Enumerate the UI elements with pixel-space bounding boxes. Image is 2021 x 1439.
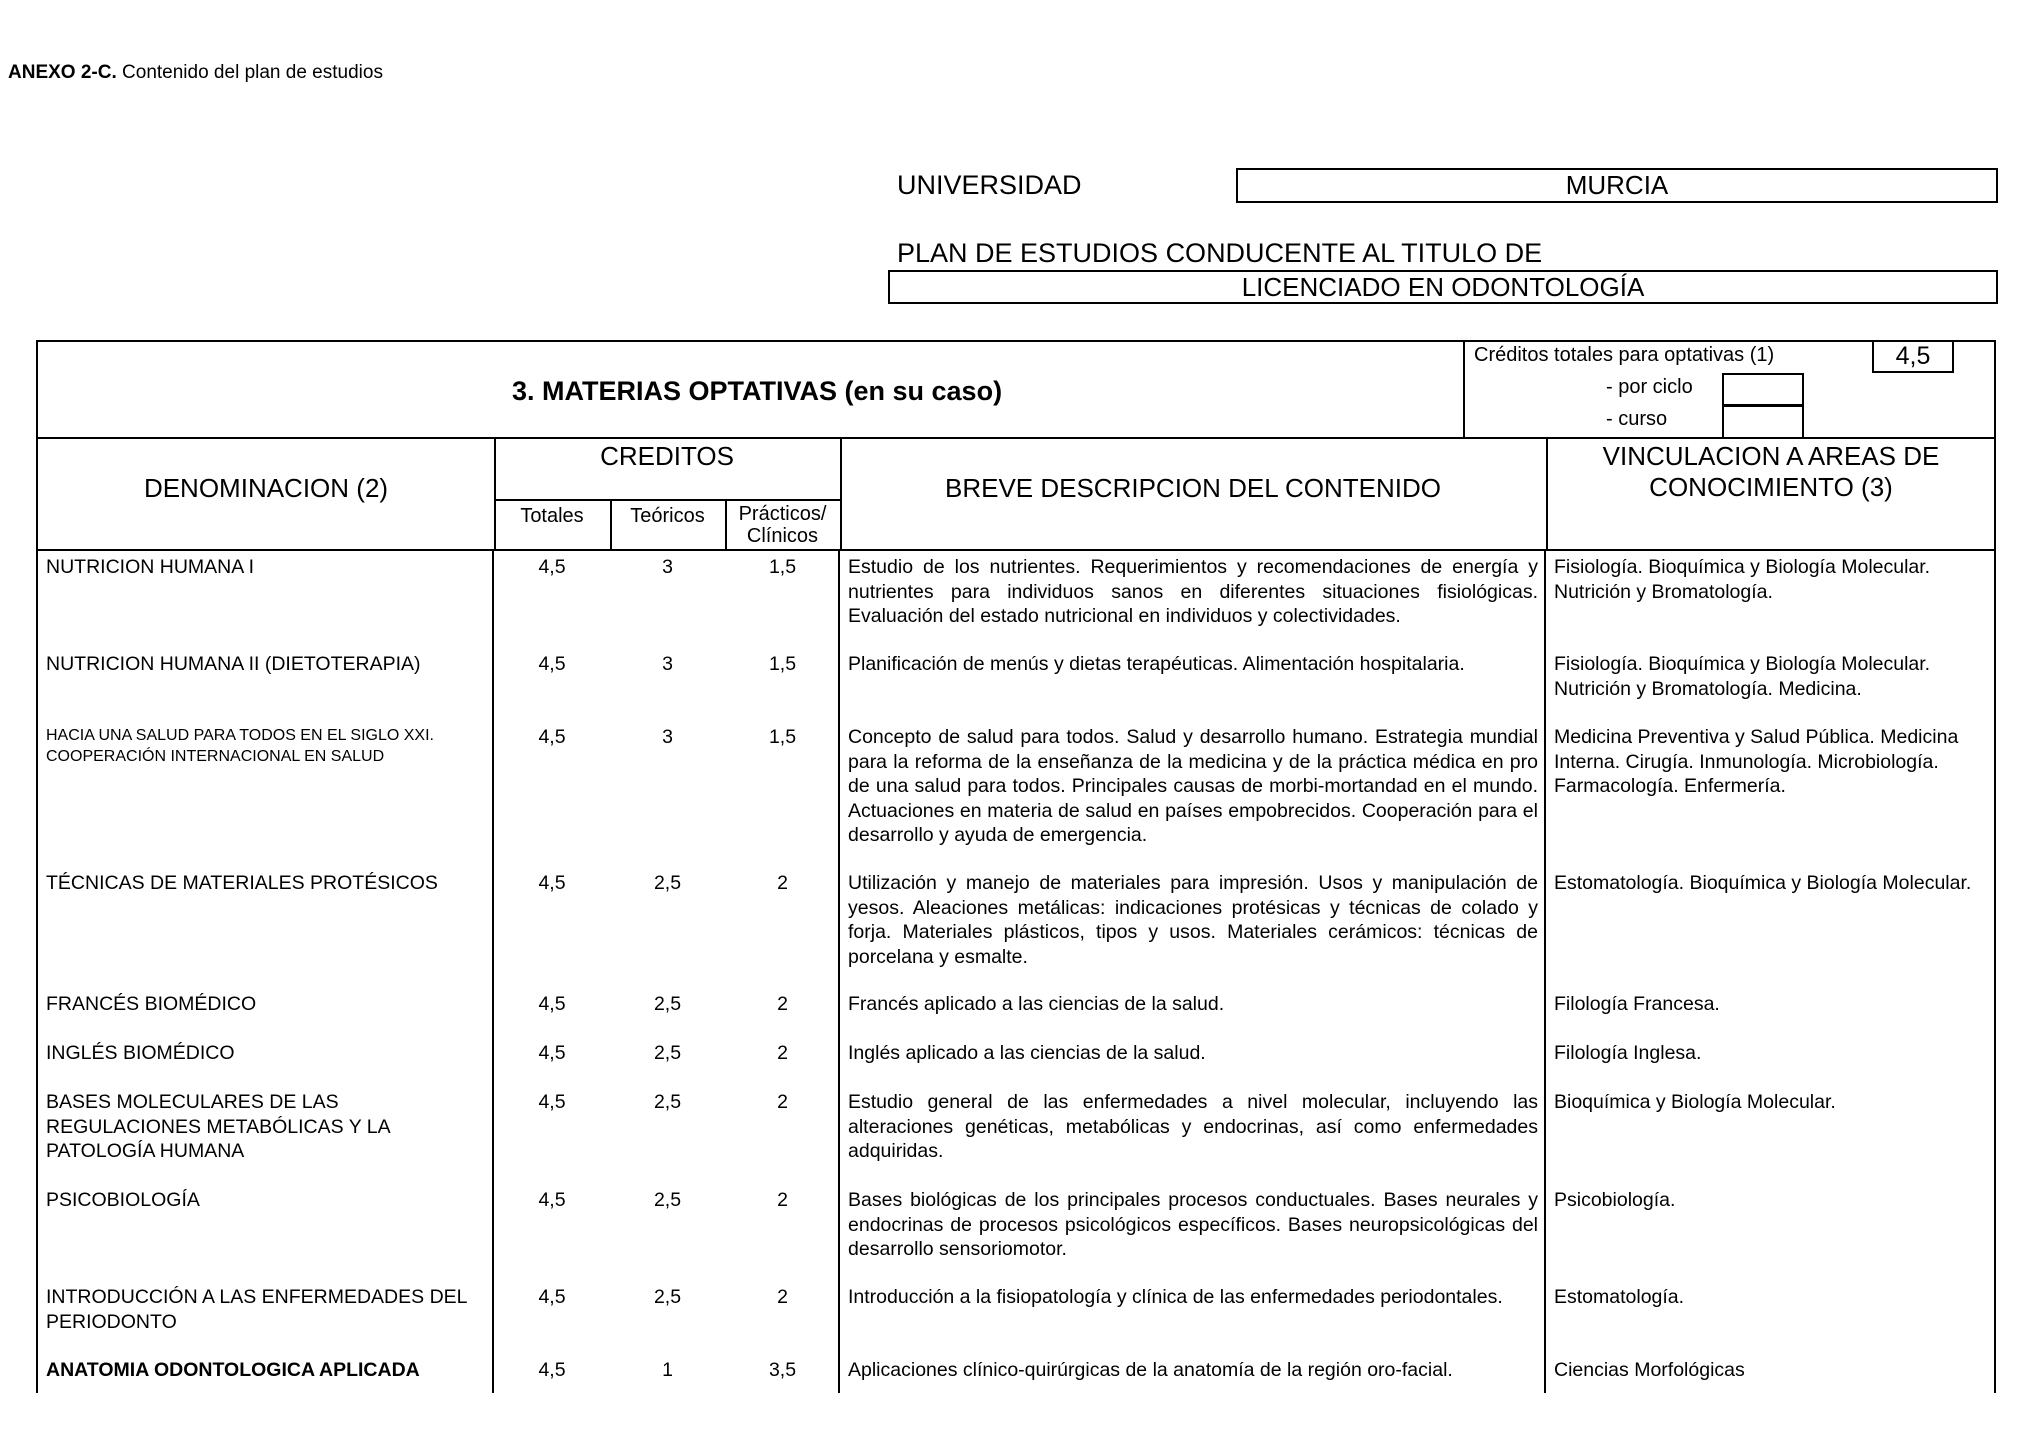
col-practicos (725, 503, 840, 547)
university-value: MURCIA (1236, 168, 1998, 203)
credits-totales: 4,5 (538, 1286, 566, 1308)
credits-practicos: 2 (777, 1286, 788, 1308)
credits-teoricos: 1 (662, 1359, 673, 1381)
credits-teoricos: 2,5 (653, 1091, 682, 1113)
knowledge-areas: Psicobiología. (1554, 1189, 1676, 1211)
knowledge-areas: Estomatología. Bioquímica y Biología Molecular. (1554, 872, 1972, 894)
subject-description: Planificación de menús y dietas terapéuticas. Alimentación hospitalaria. (848, 653, 1465, 675)
knowledge-areas: Medicina Preventiva y Salud Pública. Medicina Interna. Cirugía. Inmunología. Microbiología. Farmacología. Enfermería. (1554, 726, 1959, 797)
subject-name: NUTRICION HUMANA I (46, 556, 255, 578)
credits-teoricos: 2,5 (653, 1042, 682, 1064)
col-vinculacion-line2: CONOCIMIENTO (3) (1649, 472, 1893, 502)
credits-practicos: 2 (777, 1189, 788, 1211)
subject-name: TÉCNICAS DE MATERIALES PROTÉSICOS (46, 872, 438, 894)
header-divider (1463, 342, 1465, 439)
credits-totales: 4,5 (538, 993, 566, 1015)
curso-box (1722, 405, 1804, 439)
credits-practicos: 2 (777, 993, 788, 1015)
subject-name: HACIA UNA SALUD PARA TODOS EN EL SIGLO XXI. COOPERACIÓN INTERNACIONAL EN SALUD (46, 727, 434, 765)
col-vinculacion (1546, 441, 1996, 503)
knowledge-areas: Fisiología. Bioquímica y Biología Molecular. Nutrición y Bromatología. Medicina. (1554, 653, 1931, 700)
credits-practicos: 1,5 (768, 726, 797, 748)
credits-teoricos: 3 (662, 556, 673, 578)
subject-description: Concepto de salud para todos. Salud y desarrollo humano. Estrategia mundial para la reforma de la enseñanza de la medicina y de la práctica médica en pro de una salud para todos. Principales causas de morbi-mortandad en el mundo. Actuaciones en materia de salud en países empobrecidos. Cooperación para el desarrollo y ayuda de emergencia. (848, 726, 1538, 846)
credits-teoricos: 3 (662, 726, 673, 748)
credits-teoricos: 2,5 (653, 1189, 682, 1211)
credits-practicos: 1,5 (768, 556, 797, 578)
credits-teoricos: 3 (662, 653, 673, 675)
subject-name: NUTRICION HUMANA II (DIETOTERAPIA) (46, 653, 421, 675)
credits-totales: 4,5 (538, 872, 566, 894)
credits-practicos: 1,5 (768, 653, 797, 675)
university-label: UNIVERSIDAD (897, 170, 1082, 200)
knowledge-areas: Fisiología. Bioquímica y Biología Molecular. Nutrición y Bromatología. (1554, 556, 1931, 603)
credits-teoricos: 2,5 (653, 993, 682, 1015)
knowledge-areas: Bioquímica y Biología Molecular. (1554, 1091, 1836, 1113)
col-descripcion: BREVE DESCRIPCION DEL CONTENIDO (944, 473, 1441, 503)
knowledge-areas: Filología Francesa. (1554, 993, 1720, 1015)
subject-description: Inglés aplicado a las ciencias de la salud. (848, 1042, 1206, 1064)
subject-description: Aplicaciones clínico-quirúrgicas de la anatomía de la región oro-facial. (848, 1359, 1453, 1381)
credits-totales: 4,5 (538, 1091, 566, 1113)
credits-practicos: 2 (777, 872, 788, 894)
subject-name: INGLÉS BIOMÉDICO (46, 1042, 235, 1064)
col-denominacion: DENOMINACION (2) (143, 473, 389, 503)
credits-teoricos: 2,5 (653, 1286, 682, 1308)
col-totales: Totales (520, 505, 584, 527)
subject-name: PSICOBIOLOGÍA (46, 1189, 200, 1211)
credits-practicos: 2 (777, 1042, 788, 1064)
col-vinculacion-line1: VINCULACION A AREAS DE (1602, 441, 1940, 471)
credits-total-label: Créditos totales para optativas (1) (1474, 344, 1775, 366)
section-title: 3. MATERIAS OPTATIVAS (en su caso) (512, 376, 1003, 406)
knowledge-areas: Ciencias Morfológicas (1554, 1359, 1745, 1381)
knowledge-areas: Estomatología. (1554, 1286, 1685, 1308)
subject-name: INTRODUCCIÓN A LAS ENFERMEDADES DEL PERIODONTO (46, 1286, 467, 1333)
por-ciclo-label: - por ciclo (1606, 376, 1693, 398)
knowledge-areas: Filología Inglesa. (1554, 1042, 1702, 1064)
annex-text: Contenido del plan de estudios (122, 62, 383, 83)
subject-description: Estudio de los nutrientes. Requerimientos y recomendaciones de energía y nutrientes para individuos sanos en diferentes situaciones fisiológicas. Evaluación del estado nutricional en individuos y colectividades. (848, 556, 1538, 627)
col-practicos-line2: Clínicos (746, 525, 819, 547)
credits-totales: 4,5 (538, 726, 566, 748)
column-header (36, 437, 1996, 551)
credits-total-value: 4,5 (1872, 342, 1954, 373)
subject-description: Estudio general de las enfermedades a nivel molecular, incluyendo las alteraciones genéticas, metabólicas y endocrinas, así como enfermedades adquiridas. (848, 1091, 1538, 1162)
subject-description: Francés aplicado a las ciencias de la salud. (848, 993, 1225, 1015)
plan-label: PLAN DE ESTUDIOS CONDUCENTE AL TITULO DE (897, 238, 1543, 268)
por-ciclo-box (1722, 373, 1804, 406)
credits-totales: 4,5 (538, 653, 566, 675)
degree-title: LICENCIADO EN ODONTOLOGÍA (888, 270, 1998, 304)
subject-description: Bases biológicas de los principales procesos conductuales. Bases neurales y endocrinas de procesos psicológicos específicos. Bases neuropsicológicas del desarrollo sensoriomotor. (848, 1189, 1538, 1260)
credits-practicos: 2 (777, 1091, 788, 1113)
subject-name: BASES MOLECULARES DE LAS REGULACIONES METABÓLICAS Y LA PATOLOGÍA HUMANA (46, 1091, 390, 1162)
curso-label: - curso (1606, 408, 1668, 430)
subject-name: FRANCÉS BIOMÉDICO (46, 993, 257, 1015)
credits-totales: 4,5 (538, 1189, 566, 1211)
col-creditos: CREDITOS (600, 441, 734, 471)
subjects-table (36, 551, 1996, 1393)
col-practicos-line1: Prácticos/ (738, 503, 827, 525)
credits-practicos: 3,5 (768, 1359, 797, 1381)
annex-prefix: ANEXO 2-C. (8, 62, 117, 83)
subject-name: ANATOMIA ODONTOLOGICA APLICADA (46, 1359, 420, 1381)
section-header (36, 340, 1996, 439)
credits-totales: 4,5 (538, 1042, 566, 1064)
body-divider (838, 551, 840, 1393)
subject-description: Introducción a la fisiopatología y clínica de las enfermedades periodontales. (848, 1286, 1503, 1308)
creditos-subdivider (494, 499, 840, 501)
credits-totales: 4,5 (538, 1359, 566, 1381)
credits-totales: 4,5 (538, 556, 566, 578)
subject-description: Utilización y manejo de materiales para impresión. Usos y manipulación de yesos. Aleaciones metálicas: indicaciones protésicas y técnicas de colado y forja. Materiales plásticos, tipos y usos. Materiales cerámicos: técnicas de porcelana y esmalte. (848, 872, 1538, 968)
body-divider (1544, 551, 1546, 1393)
body-divider (492, 551, 494, 1393)
col-teoricos: Teóricos (630, 505, 705, 527)
annex-heading (8, 62, 383, 84)
credits-teoricos: 2,5 (653, 872, 682, 894)
